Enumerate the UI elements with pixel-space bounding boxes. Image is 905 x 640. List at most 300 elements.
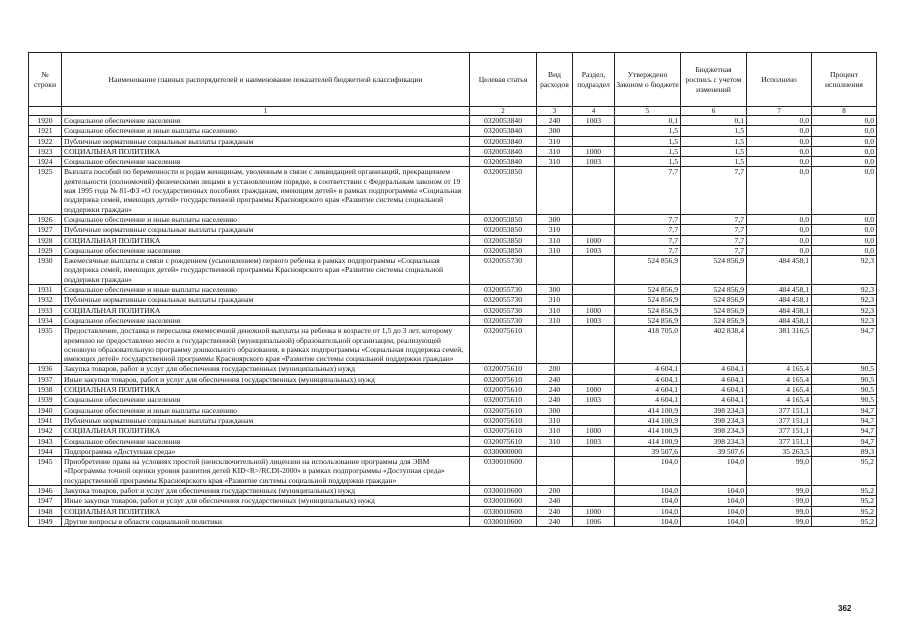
table-row (29, 305, 877, 315)
roster-cell: 1,5 (681, 136, 747, 146)
section-cell: 1003 (573, 157, 615, 167)
approved-cell: 524 856,9 (615, 295, 681, 305)
row-name-cell: Иные закупки товаров, работ и услуг для обеспечения государственных (муниципальных) нужд (62, 374, 470, 384)
section-cell: 1006 (573, 516, 615, 526)
expense-type-cell (537, 256, 573, 285)
row-number-cell: 1938 (29, 385, 62, 395)
row-name-cell: Социальное обеспечение населения (62, 157, 470, 167)
approved-cell: 39 507,6 (615, 446, 681, 456)
target-article-cell: 0320075610 (470, 364, 537, 374)
table-row (29, 315, 877, 325)
table-row (29, 395, 877, 405)
approved-cell: 414 100,9 (615, 405, 681, 415)
row-name-cell: Закупка товаров, работ и услуг для обеспечения государственных (муниципальных) нужд (62, 485, 470, 495)
percent-cell: 95,2 (812, 496, 877, 506)
row-number-cell: 1930 (29, 256, 62, 285)
expense-type-cell: 240 (537, 516, 573, 526)
row-name-cell: Социальное обеспечение населения (62, 395, 470, 405)
table-row (29, 126, 877, 136)
percent-cell: 94,7 (812, 426, 877, 436)
header-expense-type: Вид расходов (537, 53, 573, 107)
row-number-cell: 1936 (29, 364, 62, 374)
expense-type-cell: 310 (537, 295, 573, 305)
target-article-cell: 0320075610 (470, 436, 537, 446)
percent-cell: 0,0 (812, 167, 877, 214)
section-cell: 1000 (573, 385, 615, 395)
table-row (29, 214, 877, 224)
approved-cell: 7,7 (615, 225, 681, 235)
executed-cell: 0,0 (747, 157, 812, 167)
executed-cell: 0,0 (747, 126, 812, 136)
roster-cell: 398 234,3 (681, 436, 747, 446)
executed-cell: 484 458,1 (747, 285, 812, 295)
executed-cell: 4 165,4 (747, 385, 812, 395)
row-number-cell: 1947 (29, 496, 62, 506)
expense-type-cell: 310 (537, 146, 573, 156)
roster-cell: 104,0 (681, 457, 747, 486)
percent-cell: 95,2 (812, 516, 877, 526)
executed-cell: 484 458,1 (747, 295, 812, 305)
table-row (29, 485, 877, 495)
target-article-cell: 0320075610 (470, 385, 537, 395)
target-article-cell: 0330010600 (470, 457, 537, 486)
column-number: 7 (747, 107, 812, 116)
approved-cell: 1,5 (615, 157, 681, 167)
table-row (29, 415, 877, 425)
executed-cell: 99,0 (747, 516, 812, 526)
roster-cell: 1,5 (681, 126, 747, 136)
table-row (29, 167, 877, 214)
target-article-cell: 0320053850 (470, 225, 537, 235)
executed-cell: 4 165,4 (747, 374, 812, 384)
section-cell (573, 374, 615, 384)
section-cell (573, 446, 615, 456)
row-number-cell: 1945 (29, 457, 62, 486)
section-cell: 1000 (573, 305, 615, 315)
target-article-cell: 0320053840 (470, 116, 537, 126)
expense-type-cell: 240 (537, 395, 573, 405)
row-number-cell: 1928 (29, 235, 62, 245)
approved-cell: 104,0 (615, 516, 681, 526)
target-article-cell: 0320055730 (470, 295, 537, 305)
roster-cell: 4 604,1 (681, 395, 747, 405)
expense-type-cell: 310 (537, 235, 573, 245)
roster-cell: 39 507,6 (681, 446, 747, 456)
percent-cell: 95,2 (812, 485, 877, 495)
section-cell (573, 295, 615, 305)
row-name-cell: Выплата пособий по беременности и родам женщинам, уволенным в связи с ликвидацией организаций, прекращением деятельности (полномочий) физическими лицами в установленном порядке, в соответствии с Федеральным законом от 19 мая 1995 года № 81-ФЗ «О государственных пособиях гражданам, имеющим детей» в рамках подпрограммы «Социальная поддержка семей, имеющих детей» государственной программы Красноярского края «Развитие системы социальной поддержки граждан» (62, 167, 470, 214)
expense-type-cell: 240 (537, 116, 573, 126)
roster-cell: 7,7 (681, 245, 747, 255)
approved-cell: 4 604,1 (615, 374, 681, 384)
table-row (29, 235, 877, 245)
roster-cell: 104,0 (681, 496, 747, 506)
executed-cell: 0,0 (747, 235, 812, 245)
table-row (29, 436, 877, 446)
target-article-cell: 0320053840 (470, 126, 537, 136)
row-name-cell: Подпрограмма «Доступная среда» (62, 446, 470, 456)
row-name-cell: Иные закупки товаров, работ и услуг для обеспечения государственных (муниципальных) нужд (62, 496, 470, 506)
roster-cell: 104,0 (681, 485, 747, 495)
column-number: 4 (573, 107, 615, 116)
section-cell (573, 326, 615, 364)
target-article-cell: 0330010600 (470, 485, 537, 495)
percent-cell: 92,3 (812, 285, 877, 295)
target-article-cell: 0320053850 (470, 245, 537, 255)
roster-cell: 7,7 (681, 214, 747, 224)
column-number: 8 (812, 107, 877, 116)
section-cell: 1000 (573, 235, 615, 245)
target-article-cell: 0320053850 (470, 167, 537, 214)
expense-type-cell: 310 (537, 315, 573, 325)
row-number-cell: 1940 (29, 405, 62, 415)
section-cell: 1000 (573, 506, 615, 516)
row-number-cell: 1943 (29, 436, 62, 446)
row-name-cell: Публичные нормативные социальные выплаты гражданам (62, 225, 470, 235)
row-number-cell: 1944 (29, 446, 62, 456)
table-row (29, 457, 877, 486)
row-name-cell: СОЦИАЛЬНАЯ ПОЛИТИКА (62, 506, 470, 516)
column-number-row (29, 107, 877, 116)
row-name-cell: Закупка товаров, работ и услуг для обеспечения государственных (муниципальных) нужд (62, 364, 470, 374)
row-number-cell: 1937 (29, 374, 62, 384)
row-name-cell: Социальное обеспечение и иные выплаты населению (62, 126, 470, 136)
target-article-cell: 0320075610 (470, 374, 537, 384)
budget-table (28, 52, 877, 527)
approved-cell: 414 100,9 (615, 436, 681, 446)
expense-type-cell: 200 (537, 485, 573, 495)
approved-cell: 4 604,1 (615, 395, 681, 405)
budget-table-sheet (28, 52, 876, 527)
expense-type-cell: 300 (537, 214, 573, 224)
row-number-cell: 1939 (29, 395, 62, 405)
executed-cell: 377 151,1 (747, 436, 812, 446)
header-percent: Процент исполнения (812, 53, 877, 107)
roster-cell: 524 856,9 (681, 305, 747, 315)
header-executed: Исполнено (747, 53, 812, 107)
table-row (29, 225, 877, 235)
row-name-cell: СОЦИАЛЬНАЯ ПОЛИТИКА (62, 235, 470, 245)
target-article-cell: 0320055730 (470, 285, 537, 295)
percent-cell: 92,3 (812, 256, 877, 285)
percent-cell: 0,0 (812, 214, 877, 224)
section-cell: 1000 (573, 146, 615, 156)
target-article-cell: 0330010600 (470, 496, 537, 506)
approved-cell: 4 604,1 (615, 385, 681, 395)
target-article-cell: 0320053850 (470, 235, 537, 245)
section-cell: 1003 (573, 116, 615, 126)
row-number-cell: 1921 (29, 126, 62, 136)
row-number-cell: 1942 (29, 426, 62, 436)
percent-cell: 90,5 (812, 385, 877, 395)
expense-type-cell (537, 446, 573, 456)
approved-cell: 524 856,9 (615, 256, 681, 285)
approved-cell: 0,1 (615, 116, 681, 126)
column-number (29, 107, 62, 116)
row-name-cell: Социальное обеспечение и иные выплаты населению (62, 214, 470, 224)
expense-type-cell: 310 (537, 436, 573, 446)
executed-cell: 4 165,4 (747, 395, 812, 405)
row-name-cell: Социальное обеспечение населения (62, 436, 470, 446)
approved-cell: 7,7 (615, 235, 681, 245)
row-name-cell: Приобретение права на условиях простой (неисключительной) лицензии на использование программы для ЭВМ «Программы точной оценки уровня развития детей KID<R>/RCDI-2000» в рамках подпрограммы «Доступная среда» государственной программы Красноярского края «Развитие системы социальной поддержки граждан» (62, 457, 470, 486)
row-name-cell: СОЦИАЛЬНАЯ ПОЛИТИКА (62, 146, 470, 156)
row-name-cell: Ежемесячные выплаты в связи с рождением (усыновлением) первого ребенка в рамках подпрограммы «Социальная поддержка семей, имеющих детей» государственной программы Красноярского края «Развитие системы социальной поддержки граждан» (62, 256, 470, 285)
percent-cell: 90,5 (812, 395, 877, 405)
roster-cell: 524 856,9 (681, 295, 747, 305)
row-number-cell: 1932 (29, 295, 62, 305)
roster-cell: 402 838,4 (681, 326, 747, 364)
executed-cell: 0,0 (747, 245, 812, 255)
percent-cell: 95,2 (812, 506, 877, 516)
executed-cell: 0,0 (747, 214, 812, 224)
approved-cell: 7,7 (615, 214, 681, 224)
header-section: Раздел, подраздел (573, 53, 615, 107)
row-name-cell: Предоставление, доставка и пересылка ежемесячной денежной выплаты на ребенка в возрасте от 1,5 до 3 лет, которому временно не предоставлено место в государственной (муниципальной) образовательной организации, реализующей основную образовательную программу дошкольного образования, в рамках подпрограммы «Социальная поддержка семей, имеющих детей» государственной программы Красноярского края «Развитие системы социальной поддержки граждан» (62, 326, 470, 364)
table-row (29, 374, 877, 384)
expense-type-cell: 310 (537, 426, 573, 436)
approved-cell: 4 604,1 (615, 364, 681, 374)
roster-cell: 0,1 (681, 116, 747, 126)
section-cell (573, 285, 615, 295)
approved-cell: 1,5 (615, 136, 681, 146)
expense-type-cell (537, 457, 573, 486)
table-row (29, 426, 877, 436)
row-number-cell: 1948 (29, 506, 62, 516)
section-cell: 1000 (573, 426, 615, 436)
roster-cell: 398 234,3 (681, 415, 747, 425)
approved-cell: 414 100,9 (615, 415, 681, 425)
approved-cell: 524 856,9 (615, 285, 681, 295)
executed-cell: 0,0 (747, 136, 812, 146)
row-name-cell: Социальное обеспечение и иные выплаты населению (62, 405, 470, 415)
row-name-cell: Социальное обеспечение и иные выплаты населению (62, 285, 470, 295)
expense-type-cell: 310 (537, 305, 573, 315)
target-article-cell: 0320055730 (470, 256, 537, 285)
expense-type-cell: 240 (537, 374, 573, 384)
executed-cell: 377 151,1 (747, 426, 812, 436)
table-row (29, 506, 877, 516)
executed-cell: 484 458,1 (747, 305, 812, 315)
percent-cell: 94,7 (812, 436, 877, 446)
percent-cell: 0,0 (812, 157, 877, 167)
percent-cell: 0,0 (812, 136, 877, 146)
percent-cell: 0,0 (812, 126, 877, 136)
approved-cell: 1,5 (615, 126, 681, 136)
executed-cell: 484 458,1 (747, 315, 812, 325)
executed-cell: 0,0 (747, 146, 812, 156)
roster-cell: 4 604,1 (681, 385, 747, 395)
percent-cell: 90,5 (812, 364, 877, 374)
executed-cell: 4 165,4 (747, 364, 812, 374)
percent-cell: 92,3 (812, 315, 877, 325)
executed-cell: 0,0 (747, 116, 812, 126)
roster-cell: 524 856,9 (681, 285, 747, 295)
percent-cell: 89,3 (812, 446, 877, 456)
table-row (29, 245, 877, 255)
roster-cell: 7,7 (681, 167, 747, 214)
row-number-cell: 1926 (29, 214, 62, 224)
table-body (29, 116, 877, 527)
section-cell (573, 225, 615, 235)
executed-cell: 99,0 (747, 506, 812, 516)
row-number-cell: 1946 (29, 485, 62, 495)
column-number: 2 (470, 107, 537, 116)
row-number-cell: 1929 (29, 245, 62, 255)
page-number: 362 (838, 604, 852, 613)
expense-type-cell: 240 (537, 385, 573, 395)
section-cell (573, 457, 615, 486)
expense-type-cell: 300 (537, 405, 573, 415)
section-cell (573, 415, 615, 425)
row-number-cell: 1934 (29, 315, 62, 325)
executed-cell: 99,0 (747, 485, 812, 495)
expense-type-cell (537, 326, 573, 364)
section-cell (573, 136, 615, 146)
target-article-cell: 0330010600 (470, 506, 537, 516)
roster-cell: 104,0 (681, 506, 747, 516)
row-number-cell: 1923 (29, 146, 62, 156)
table-row (29, 295, 877, 305)
row-number-cell: 1920 (29, 116, 62, 126)
percent-cell: 0,0 (812, 116, 877, 126)
row-number-cell: 1933 (29, 305, 62, 315)
approved-cell: 414 100,9 (615, 426, 681, 436)
expense-type-cell: 300 (537, 285, 573, 295)
expense-type-cell: 310 (537, 157, 573, 167)
executed-cell: 381 316,5 (747, 326, 812, 364)
row-number-cell: 1935 (29, 326, 62, 364)
target-article-cell: 0320075610 (470, 415, 537, 425)
row-number-cell: 1927 (29, 225, 62, 235)
target-article-cell: 0320075610 (470, 426, 537, 436)
executed-cell: 0,0 (747, 225, 812, 235)
target-article-cell: 0320075610 (470, 395, 537, 405)
row-number-cell: 1925 (29, 167, 62, 214)
approved-cell: 524 856,9 (615, 315, 681, 325)
row-number-cell: 1931 (29, 285, 62, 295)
approved-cell: 524 856,9 (615, 305, 681, 315)
roster-cell: 4 604,1 (681, 374, 747, 384)
approved-cell: 7,7 (615, 167, 681, 214)
executed-cell: 0,0 (747, 167, 812, 214)
target-article-cell: 0320075610 (470, 326, 537, 364)
percent-cell: 0,0 (812, 235, 877, 245)
approved-cell: 418 705,0 (615, 326, 681, 364)
expense-type-cell: 240 (537, 496, 573, 506)
section-cell (573, 485, 615, 495)
table-row (29, 326, 877, 364)
row-name-cell: Другие вопросы в области социальной политики (62, 516, 470, 526)
table-row (29, 285, 877, 295)
percent-cell: 94,7 (812, 326, 877, 364)
section-cell (573, 126, 615, 136)
roster-cell: 398 234,3 (681, 405, 747, 415)
target-article-cell: 0320053840 (470, 157, 537, 167)
section-cell (573, 364, 615, 374)
table-row (29, 157, 877, 167)
roster-cell: 4 604,1 (681, 364, 747, 374)
executed-cell: 35 263,5 (747, 446, 812, 456)
table-row (29, 496, 877, 506)
approved-cell: 104,0 (615, 506, 681, 516)
table-row (29, 364, 877, 374)
expense-type-cell: 310 (537, 136, 573, 146)
row-name-cell: Публичные нормативные социальные выплаты гражданам (62, 295, 470, 305)
approved-cell: 104,0 (615, 457, 681, 486)
roster-cell: 7,7 (681, 225, 747, 235)
percent-cell: 92,3 (812, 295, 877, 305)
target-article-cell: 0320053840 (470, 136, 537, 146)
row-number-cell: 1924 (29, 157, 62, 167)
header-approved: Утверждено Законом о бюджете (615, 53, 681, 107)
expense-type-cell: 200 (537, 364, 573, 374)
row-number-cell: 1941 (29, 415, 62, 425)
executed-cell: 484 458,1 (747, 256, 812, 285)
row-name-cell: Социальное обеспечение населения (62, 116, 470, 126)
table-row (29, 446, 877, 456)
approved-cell: 104,0 (615, 496, 681, 506)
roster-cell: 1,5 (681, 157, 747, 167)
expense-type-cell: 310 (537, 415, 573, 425)
row-name-cell: Публичные нормативные социальные выплаты гражданам (62, 136, 470, 146)
expense-type-cell: 310 (537, 245, 573, 255)
executed-cell: 99,0 (747, 496, 812, 506)
target-article-cell: 0320053840 (470, 146, 537, 156)
roster-cell: 1,5 (681, 146, 747, 156)
section-cell (573, 256, 615, 285)
target-article-cell: 0330010600 (470, 516, 537, 526)
executed-cell: 377 151,1 (747, 415, 812, 425)
percent-cell: 0,0 (812, 146, 877, 156)
target-article-cell: 0320053850 (470, 214, 537, 224)
percent-cell: 92,3 (812, 305, 877, 315)
percent-cell: 94,7 (812, 405, 877, 415)
header-target-article: Целевая статья (470, 53, 537, 107)
row-name-cell: Социальное обеспечение населения (62, 315, 470, 325)
row-name-cell: СОЦИАЛЬНАЯ ПОЛИТИКА (62, 385, 470, 395)
executed-cell: 377 151,1 (747, 405, 812, 415)
header-name: Наименование главных распорядителей и наименование показателей бюджетной классификации (62, 53, 470, 107)
header-budget-roster: Бюджетная роспись с учетом изменений (681, 53, 747, 107)
column-number: 1 (62, 107, 470, 116)
percent-cell: 94,7 (812, 415, 877, 425)
row-name-cell: СОЦИАЛЬНАЯ ПОЛИТИКА (62, 305, 470, 315)
expense-type-cell: 240 (537, 506, 573, 516)
section-cell (573, 167, 615, 214)
expense-type-cell (537, 167, 573, 214)
expense-type-cell: 300 (537, 126, 573, 136)
column-number: 6 (681, 107, 747, 116)
table-row (29, 146, 877, 156)
target-article-cell: 0330000000 (470, 446, 537, 456)
approved-cell: 1,5 (615, 146, 681, 156)
percent-cell: 0,0 (812, 225, 877, 235)
percent-cell: 0,0 (812, 245, 877, 255)
table-row (29, 405, 877, 415)
table-row (29, 385, 877, 395)
table-row (29, 516, 877, 526)
target-article-cell: 0320055730 (470, 305, 537, 315)
approved-cell: 104,0 (615, 485, 681, 495)
row-number-cell: 1922 (29, 136, 62, 146)
target-article-cell: 0320075610 (470, 405, 537, 415)
table-row (29, 116, 877, 126)
section-cell (573, 214, 615, 224)
row-name-cell: Публичные нормативные социальные выплаты гражданам (62, 415, 470, 425)
roster-cell: 524 856,9 (681, 315, 747, 325)
section-cell: 1003 (573, 436, 615, 446)
